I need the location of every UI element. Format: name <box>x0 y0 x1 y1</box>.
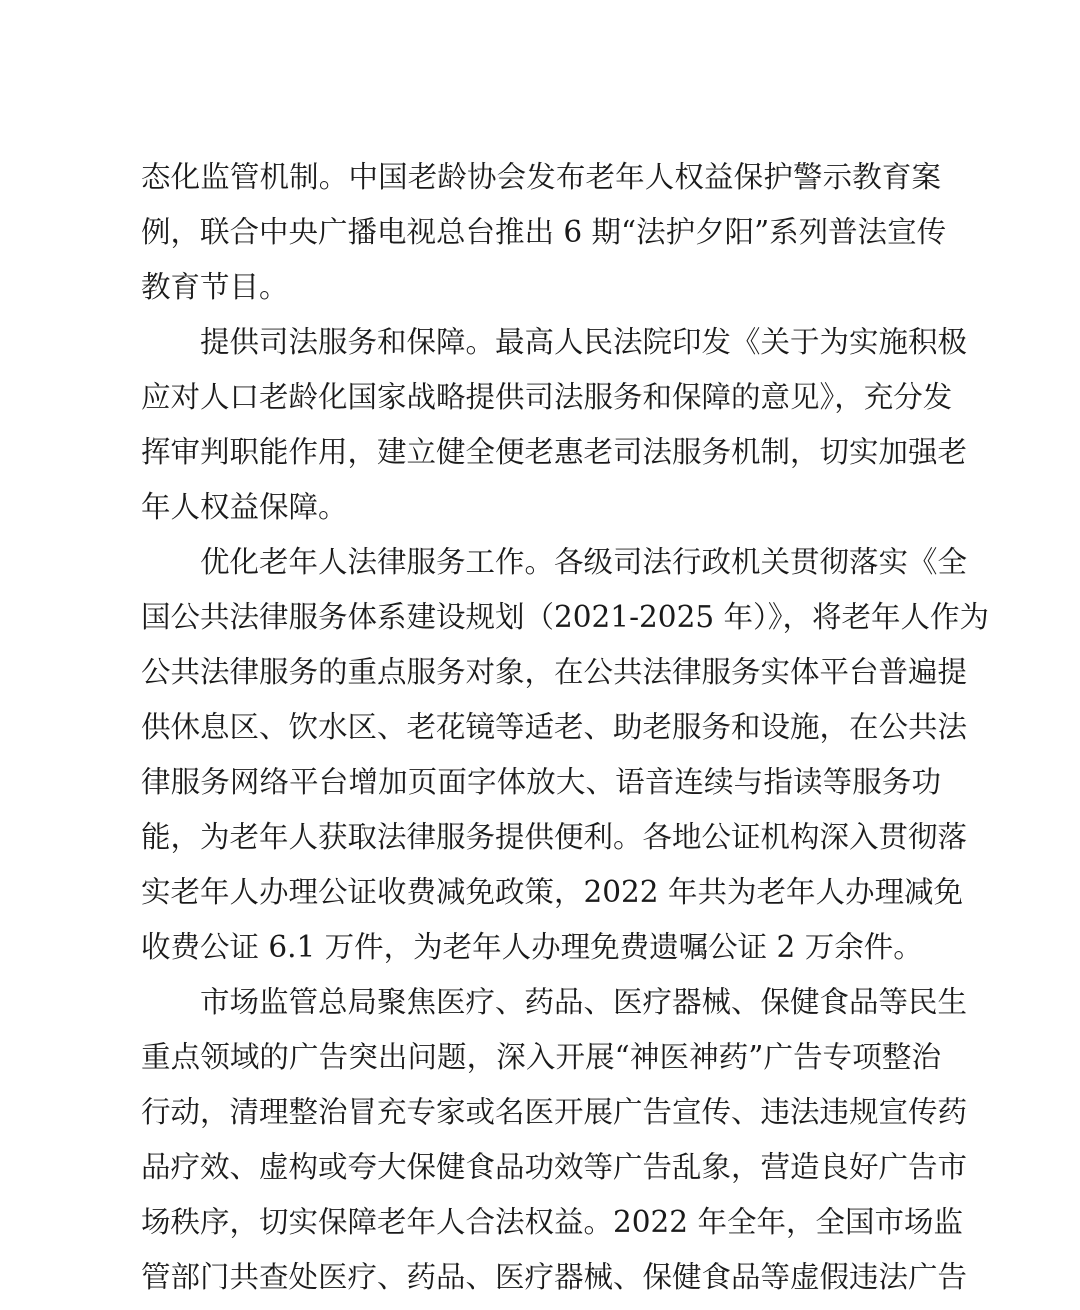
text-line: 品疗效、虚构或夸大保健食品功效等广告乱象，营造良好广告市 <box>141 1150 968 1184</box>
text-line: 年人权益保障。 <box>141 490 348 524</box>
paragraph-legal-services <box>141 535 989 975</box>
text-line: 管部门共查处医疗、药品、医疗器械、保健食品等虚假违法广告 <box>141 1260 968 1294</box>
paragraph-judicial-services <box>141 315 968 535</box>
text-line: 收费公证 6.1 万件，为老年人办理免费遗嘱公证 2 万余件。 <box>141 930 923 964</box>
text-line: 公共法律服务的重点服务对象，在公共法律服务实体平台普遍提 <box>141 655 968 689</box>
text-line: 提供司法服务和保障。最高人民法院印发《关于为实施积极 <box>200 325 968 359</box>
text-line: 律服务网络平台增加页面字体放大、语音连续与指读等服务功 <box>141 765 941 799</box>
text-line: 供休息区、饮水区、老花镜等适老、助老服务和设施，在公共法 <box>141 710 968 744</box>
text-line: 重点领域的广告突出问题，深入开展“神医神药”广告专项整治 <box>141 1040 941 1074</box>
paragraph-market-regulation <box>141 975 968 1305</box>
text-line: 能，为老年人获取法律服务提供便利。各地公证机构深入贯彻落 <box>141 820 968 854</box>
text-line: 教育节目。 <box>141 270 289 304</box>
text-line: 行动，清理整治冒充专家或名医开展广告宣传、违法违规宣传药 <box>141 1095 968 1129</box>
text-line: 实老年人办理公证收费减免政策，2022 年共为老年人办理减免 <box>141 875 963 909</box>
text-line: 挥审判职能作用，建立健全便老惠老司法服务机制，切实加强老 <box>141 435 968 469</box>
text-line: 市场监管总局聚焦医疗、药品、医疗器械、保健食品等民生 <box>200 985 968 1019</box>
text-line: 场秩序，切实保障老年人合法权益。2022 年全年，全国市场监 <box>141 1205 963 1239</box>
text-line: 态化监管机制。中国老龄协会发布老年人权益保护警示教育案 <box>141 160 941 194</box>
paragraph-regulation-mechanism <box>141 150 947 315</box>
text-line: 例，联合中央广播电视总台推出 6 期“法护夕阳”系列普法宣传 <box>141 215 947 249</box>
text-line: 应对人口老龄化国家战略提供司法服务和保障的意见》，充分发 <box>141 380 953 414</box>
document-body <box>141 150 989 1305</box>
text-line: 优化老年人法律服务工作。各级司法行政机关贯彻落实《全 <box>200 545 968 579</box>
text-line: 国公共法律服务体系建设规划（2021-2025 年）》，将老年人作为 <box>141 600 989 634</box>
